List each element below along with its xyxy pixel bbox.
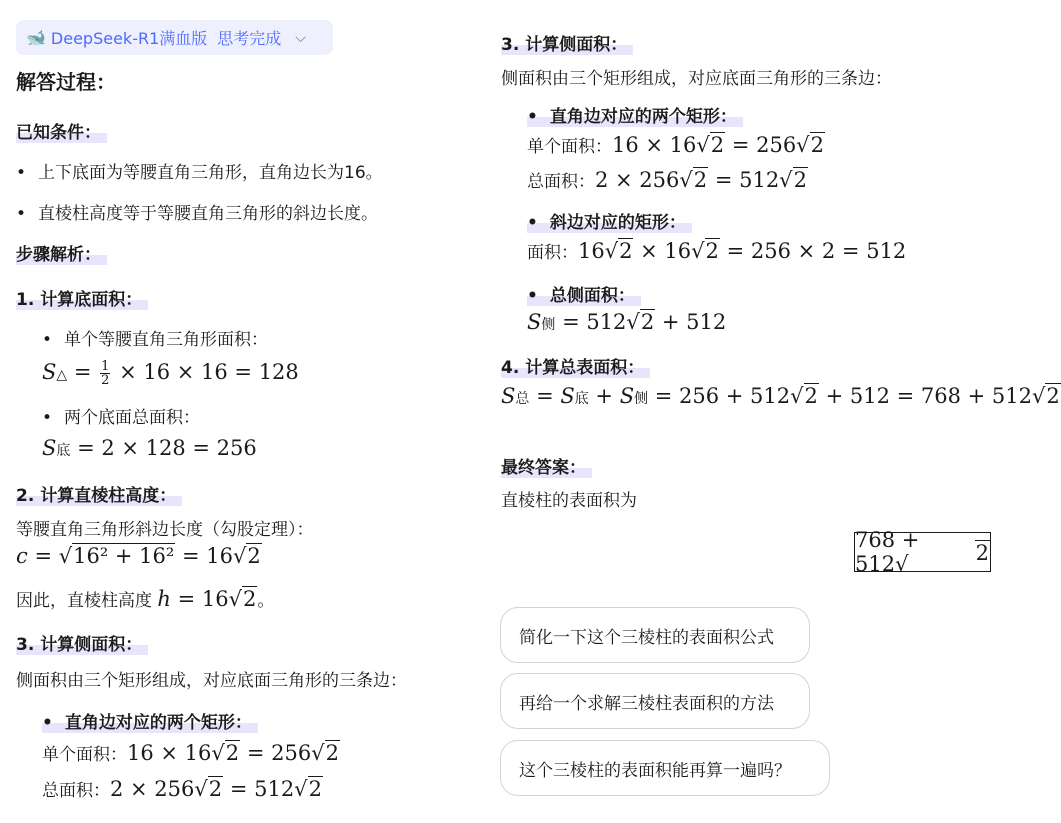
step1-title: 1. 计算底面积： (16, 285, 148, 310)
step3-text: 侧面积由三个矩形组成，对应底面三角形的三条边： (16, 671, 407, 691)
step3-title: 3. 计算侧面积： (16, 630, 148, 655)
step1-bullet: • 单个等腰直角三角形面积： (42, 325, 268, 350)
model-selector[interactable] (16, 20, 333, 55)
model-name: DeepSeek-R1满血版 (50, 29, 208, 48)
chevron-down-icon: ⌵ (295, 29, 306, 46)
known-title: 已知条件： (16, 118, 107, 143)
single-area-line: 单个面积：16 × 16√2 = 256√2 (527, 133, 824, 157)
steps-title: 步骤解析： (16, 240, 107, 265)
total-area-line: 总面积：2 × 256√2 = 512√2 (42, 777, 322, 801)
step2-conclusion: 因此，直棱柱高度 h = 16√2。 (16, 587, 275, 611)
step3-bullet: • 直角边对应的两个矩形： (527, 102, 743, 127)
final-answer-text: 直棱柱的表面积为 (501, 491, 637, 511)
suggestion-button[interactable]: 这个三棱柱的表面积能再算一遍吗？ (500, 740, 830, 796)
hypotenuse-formula: c = √16² + 16² = 16√2 (16, 544, 261, 568)
step3-bullet: • 直角边对应的两个矩形： (42, 708, 258, 733)
step3-bullet: • 斜边对应的矩形： (527, 208, 692, 233)
single-area-line: 单个面积：16 × 16√2 = 256√2 (42, 741, 339, 765)
deepseek-logo-icon: 🐋 (26, 28, 46, 47)
step4-title: 4. 计算总表面积： (501, 353, 650, 378)
hypotenuse-area-line: 面积：16√2 × 16√2 = 256 × 2 = 512 (527, 239, 907, 263)
suggestion-button[interactable]: 再给一个求解三棱柱表面积的方法 (500, 673, 810, 729)
final-answer-box: 768 + 512√ 2 (855, 528, 989, 576)
suggestion-button[interactable]: 简化一下这个三棱柱的表面积公式 (500, 607, 810, 663)
known-item: • 上下底面为等腰直角三角形，直角边长为16。 (16, 158, 383, 183)
step3-bullet: • 总侧面积： (527, 281, 641, 306)
triangle-area-formula: S△ = $\frac{1}{2}$ × 16 × 16 = 128 (42, 359, 299, 388)
step2-title: 2. 计算直棱柱高度： (16, 481, 182, 506)
base-area-formula: S底 = 2 × 128 = 256 (42, 436, 257, 460)
step3-title: 3. 计算侧面积： (501, 30, 633, 55)
final-answer-title: 最终答案： (501, 453, 592, 478)
step1-bullet: • 两个底面总面积： (42, 403, 200, 428)
answer-heading: 解答过程： (16, 70, 116, 94)
total-surface-formula: S总 = S底 + S侧 = 256 + 512√2 + 512 = 768 + 512√2 (501, 384, 1060, 408)
side-area-formula: S侧 = 512√2 + 512 (527, 310, 727, 334)
step3-text: 侧面积由三个矩形组成，对应底面三角形的三条边： (501, 69, 892, 89)
step2-text: 等腰直角三角形斜边长度（勾股定理）： (16, 520, 314, 540)
total-area-line: 总面积：2 × 256√2 = 512√2 (527, 168, 807, 192)
known-item: • 直棱柱高度等于等腰直角三角形的斜边长度。 (16, 199, 378, 224)
thinking-status: 思考完成 (217, 29, 282, 48)
